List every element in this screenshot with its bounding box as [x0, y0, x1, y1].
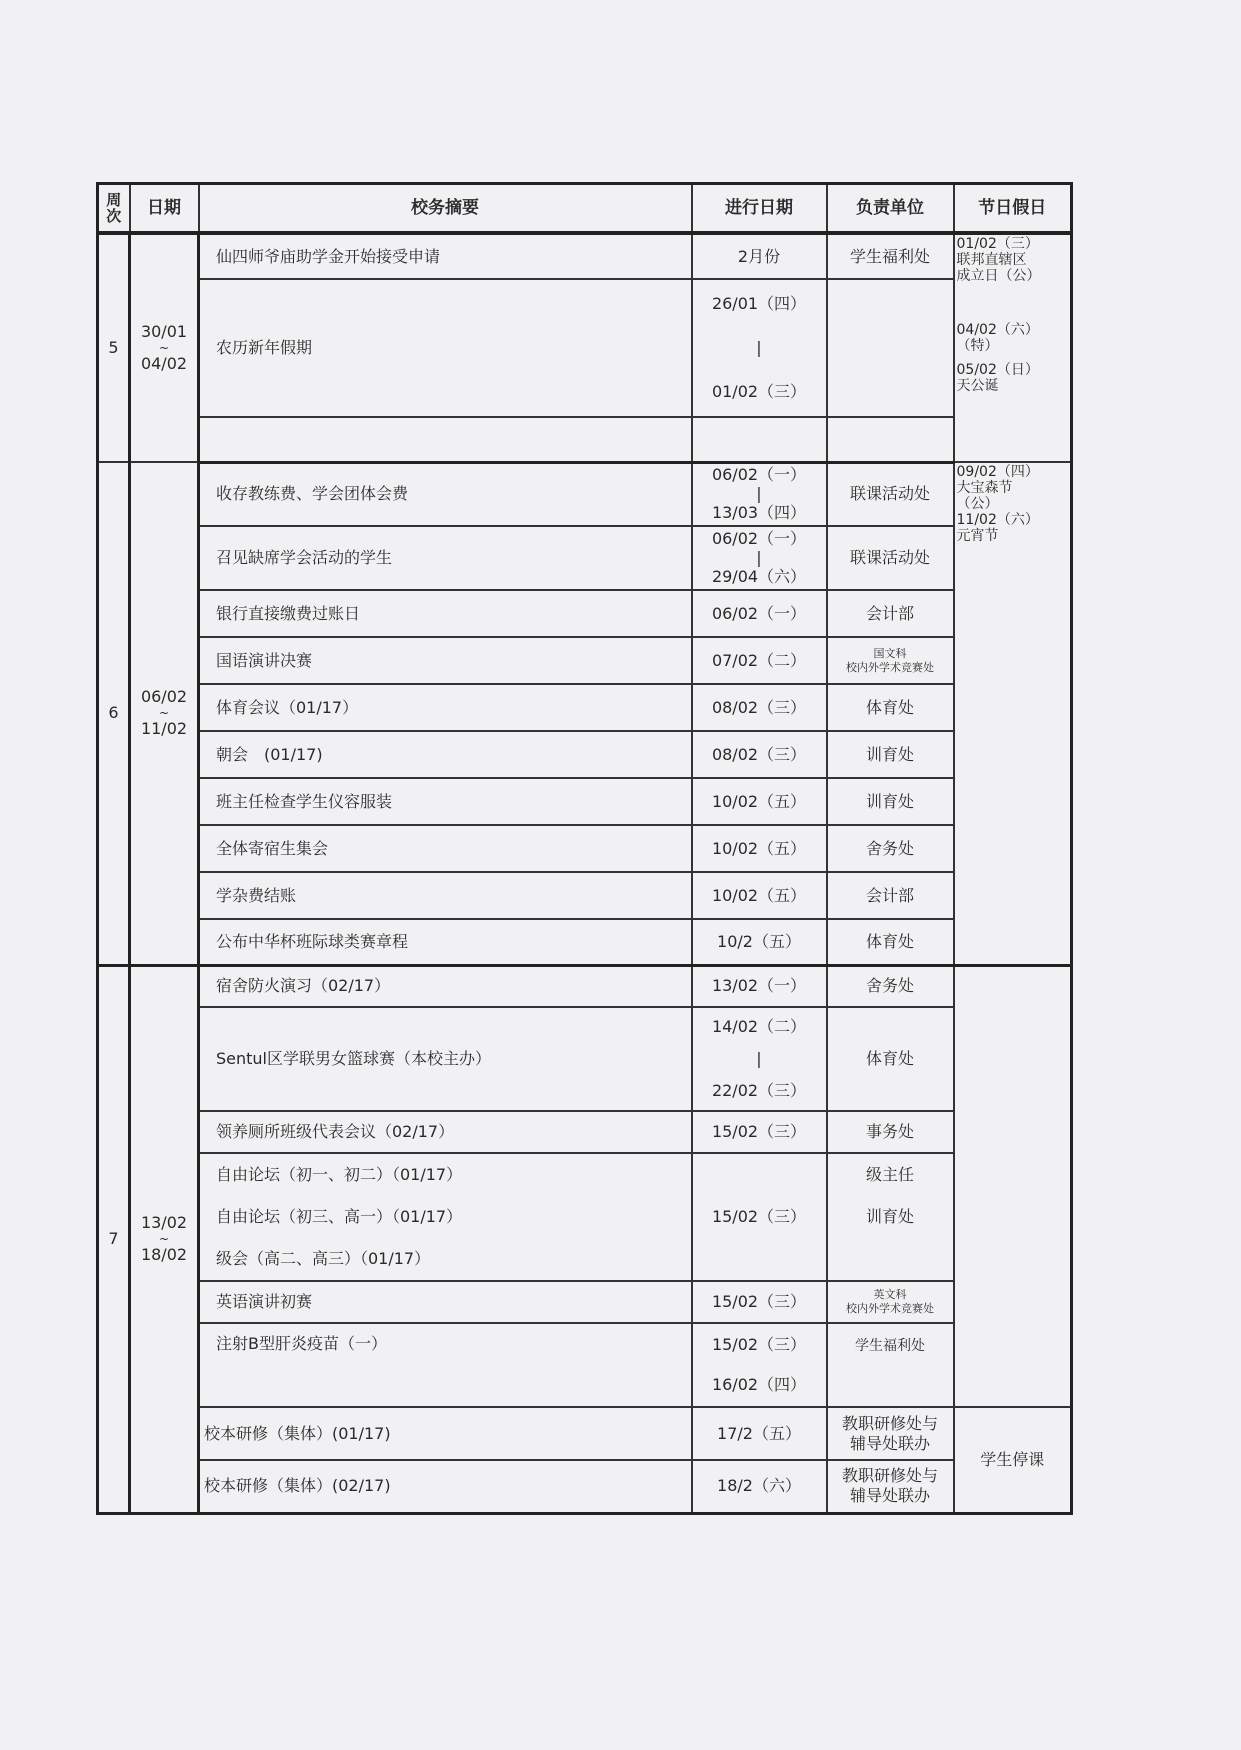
date-line: | [756, 338, 762, 357]
unit-line: 级主任 [865, 1165, 914, 1184]
table-row [98, 919, 1072, 965]
date-line: 14/02（二） [711, 1017, 807, 1036]
week-number: 6 [98, 462, 130, 965]
header-run-date: 进行日期 [692, 184, 827, 234]
holiday-line: 天公诞 [956, 378, 999, 394]
range-sep: ~ [158, 1232, 170, 1246]
table-row [98, 1281, 1072, 1323]
header-week-text: 周次 [106, 191, 122, 225]
date-line: 01/02（三） [711, 382, 807, 401]
holiday-cell [954, 462, 1072, 965]
date-line: 26/01（四） [711, 294, 807, 313]
holiday-line: 成立日（公） [956, 268, 1041, 284]
unit-line: 英文科 [873, 1288, 907, 1301]
table-row [98, 279, 1072, 417]
range-end: 04/02 [140, 354, 188, 373]
table-row [98, 1007, 1072, 1111]
week-range [130, 233, 199, 462]
table-row [98, 731, 1072, 778]
summary-cell: 领养厕所班级代表会议（02/17） [199, 1111, 692, 1153]
summary-line: 自由论坛（初一、初二）（01/17） [216, 1165, 463, 1184]
header-summary: 校务摘要 [199, 184, 692, 234]
holiday-line: 01/02（三） [956, 236, 1039, 252]
summary-cell: 学杂费结账 [199, 872, 692, 919]
date-line: | [756, 1049, 762, 1068]
date-cell: 08/02（三） [692, 684, 827, 731]
summary-cell: 朝会 (01/17) [199, 731, 692, 778]
week-number: 5 [98, 233, 130, 462]
date-cell [692, 417, 827, 462]
date-cell [692, 462, 827, 526]
date-cell: 06/02（一） [692, 590, 827, 637]
table-row [98, 1153, 1072, 1281]
summary-cell: 注射B型肝炎疫苗（一） [199, 1323, 692, 1407]
date-cell: 13/02（一） [692, 965, 827, 1007]
unit-line: 教职研修处与 [841, 1466, 938, 1486]
unit-cell: 体育处 [827, 684, 954, 731]
unit-cell: 训育处 [827, 731, 954, 778]
header-row [98, 184, 1072, 234]
summary-line: 级会（高二、高三）（01/17） [216, 1249, 431, 1268]
range-sep: ~ [158, 341, 170, 355]
summary-cell: 全体寄宿生集会 [199, 825, 692, 872]
table-row [98, 684, 1072, 731]
date-line: 13/03（四） [711, 503, 807, 523]
unit-cell [827, 1281, 954, 1323]
table-row [98, 872, 1072, 919]
summary-cell: 收存教练费、学会团体会费 [199, 462, 692, 526]
table-row [98, 462, 1072, 526]
unit-line: 国文科 [873, 646, 907, 660]
date-cell: 2月份 [692, 233, 827, 279]
date-cell: 10/02（五） [692, 872, 827, 919]
summary-cell: 体育会议（01/17） [199, 684, 692, 731]
summary-cell: 校本研修（集体）(01/17) [199, 1407, 692, 1460]
date-line: 29/04（六） [711, 567, 807, 586]
summary-cell: 宿舍防火演习（02/17） [199, 965, 692, 1007]
summary-cell: 农历新年假期 [199, 279, 692, 417]
table-row [98, 526, 1072, 590]
summary-cell: 仙四师爷庙助学金开始接受申请 [199, 233, 692, 279]
range-end: 18/02 [140, 1245, 188, 1264]
unit-cell [827, 1153, 954, 1281]
unit-cell: 舍务处 [827, 825, 954, 872]
unit-line: 训育处 [865, 1207, 914, 1226]
unit-cell [827, 637, 954, 684]
date-cell: 15/02（三） [692, 1153, 827, 1281]
header-date: 日期 [130, 184, 199, 234]
summary-cell: 英语演讲初赛 [199, 1281, 692, 1323]
holiday-line: （公） [956, 496, 999, 512]
header-week [98, 184, 130, 234]
date-cell: 10/02（五） [692, 825, 827, 872]
unit-cell [827, 1407, 954, 1460]
unit-line: 教职研修处与 [841, 1413, 938, 1433]
holiday-line: 11/02（六） [956, 512, 1039, 528]
date-cell: 15/02（三） [692, 1281, 827, 1323]
date-cell [692, 1323, 827, 1407]
summary-cell: 校本研修（集体）(02/17) [199, 1460, 692, 1513]
summary-cell [199, 1153, 692, 1281]
unit-cell [827, 279, 954, 417]
summary-cell: 银行直接缴费过账日 [199, 590, 692, 637]
unit-line: 辅导处联办 [849, 1433, 930, 1453]
table-row [98, 1111, 1072, 1153]
summary-cell: 公布中华杯班际球类赛章程 [199, 919, 692, 965]
table-row [98, 965, 1072, 1007]
date-line: 06/02（一） [711, 465, 807, 485]
unit-line: 校内外学术竞赛处 [846, 1302, 934, 1315]
summary-line: 自由论坛（初三、高一）（01/17） [216, 1207, 463, 1226]
range-sep: ~ [158, 706, 170, 721]
holiday-cell [954, 233, 1072, 462]
table-row [98, 233, 1072, 279]
date-cell: 07/02（二） [692, 637, 827, 684]
holiday-line: 大宝森节 [956, 480, 1013, 496]
table-row [98, 590, 1072, 637]
date-line: 06/02（一） [711, 529, 807, 548]
unit-line: 校内外学术竞赛处 [846, 660, 934, 674]
range-start: 30/01 [140, 322, 188, 341]
date-cell: 10/02（五） [692, 778, 827, 825]
date-line: 15/02（三） [711, 1335, 807, 1354]
unit-line: 辅导处联办 [849, 1486, 930, 1506]
summary-cell: 国语演讲决赛 [199, 637, 692, 684]
school-calendar-table [96, 182, 1073, 1515]
range-start: 06/02 [140, 687, 188, 707]
unit-cell [827, 1460, 954, 1513]
date-cell: 10/2（五） [692, 919, 827, 965]
unit-cell: 会计部 [827, 872, 954, 919]
week-range [130, 462, 199, 965]
unit-cell [827, 417, 954, 462]
unit-cell: 体育处 [827, 919, 954, 965]
date-line: 22/02（三） [711, 1081, 807, 1100]
unit-cell: 联课活动处 [827, 462, 954, 526]
date-cell [692, 279, 827, 417]
week-number: 7 [98, 965, 130, 1513]
table-row [98, 825, 1072, 872]
table-row [98, 637, 1072, 684]
unit-cell: 事务处 [827, 1111, 954, 1153]
date-cell [692, 526, 827, 590]
summary-cell: 召见缺席学会活动的学生 [199, 526, 692, 590]
table-row [98, 1407, 1072, 1460]
date-cell: 18/2（六） [692, 1460, 827, 1513]
unit-cell: 学生福利处 [827, 233, 954, 279]
unit-cell: 舍务处 [827, 965, 954, 1007]
holiday-line: （特） [956, 338, 999, 354]
unit-cell: 学生福利处 [827, 1323, 954, 1407]
holiday-cell [954, 965, 1072, 1407]
table-row [98, 778, 1072, 825]
range-end: 11/02 [140, 719, 188, 739]
date-cell: 17/2（五） [692, 1407, 827, 1460]
header-unit: 负责单位 [827, 184, 954, 234]
holiday-line: 联邦直辖区 [956, 252, 1027, 268]
holiday-line: 09/02（四） [956, 464, 1039, 480]
unit-cell: 训育处 [827, 778, 954, 825]
holiday-line: 元宵节 [956, 528, 999, 544]
date-line: | [756, 484, 762, 504]
week-range [130, 965, 199, 1513]
header-holiday: 节日假日 [954, 184, 1072, 234]
table-row [98, 417, 1072, 462]
summary-cell: Sentul区学联男女篮球赛（本校主办） [199, 1007, 692, 1111]
summary-cell [199, 417, 692, 462]
unit-cell: 会计部 [827, 590, 954, 637]
unit-cell: 联课活动处 [827, 526, 954, 590]
range-start: 13/02 [140, 1213, 188, 1232]
table-row [98, 1323, 1072, 1407]
date-cell: 08/02（三） [692, 731, 827, 778]
summary-cell: 班主任检查学生仪容服装 [199, 778, 692, 825]
holiday-cell: 学生停课 [954, 1407, 1072, 1513]
table-row [98, 1460, 1072, 1513]
date-cell: 15/02（三） [692, 1111, 827, 1153]
holiday-line: 04/02（六） [956, 322, 1039, 338]
date-line: | [756, 548, 762, 567]
date-cell [692, 1007, 827, 1111]
date-line: 16/02（四） [711, 1375, 807, 1394]
holiday-line: 05/02（日） [956, 362, 1039, 378]
unit-cell: 体育处 [827, 1007, 954, 1111]
